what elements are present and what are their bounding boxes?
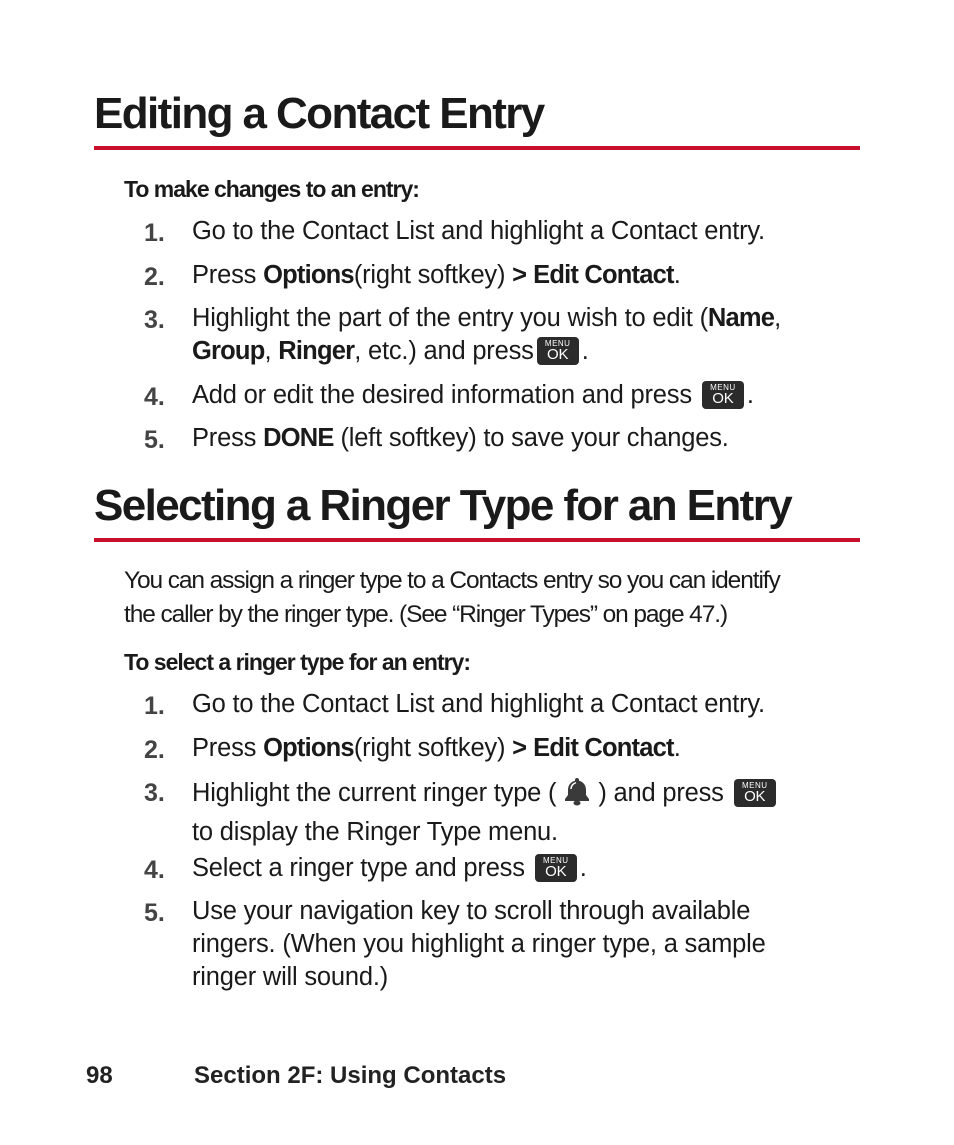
step-text-part: (right softkey) <box>353 261 513 289</box>
arrow-icon: > <box>512 261 527 289</box>
key-menu-label: MENU <box>543 856 569 865</box>
step-number: 5. <box>144 899 165 927</box>
group-label: Group <box>192 337 265 365</box>
step-text-part: to display the Ringer Type menu. <box>192 818 558 846</box>
step-text-part: Press <box>192 261 264 289</box>
step-text <box>192 732 681 765</box>
step-text-part: ) and press <box>598 779 724 807</box>
key-menu-label: MENU <box>710 383 736 392</box>
step-text <box>192 852 587 885</box>
menu-ok-key-icon <box>535 854 577 882</box>
step-text: Go to the Contact List and highlight a Contact entry. <box>192 217 765 245</box>
intro-paragraph <box>124 564 780 632</box>
menu-ok-key-icon <box>702 381 744 409</box>
key-menu-label: MENU <box>544 339 571 348</box>
step-text-part: . <box>746 381 754 409</box>
done-softkey-label: DONE <box>263 424 334 452</box>
step-text-part: Select a ringer type and press <box>192 854 525 882</box>
step-number: 5. <box>144 426 165 454</box>
step-text-part: Press <box>192 734 264 762</box>
intro-line: You can assign a ringer type to a Contacts entry so you can identify <box>124 567 780 594</box>
step-number: 1. <box>144 692 165 720</box>
subheading: To select a ringer type for an entry: <box>124 649 471 675</box>
step-text-part: (left softkey) to save your changes. <box>333 424 729 452</box>
step-number: 4. <box>144 856 165 884</box>
step-text-part: , etc.) and press <box>354 337 534 365</box>
step-text: Go to the Contact List and highlight a Contact entry. <box>192 690 765 718</box>
edit-contact-label: Edit Contact <box>533 734 674 762</box>
step-text-part: Press <box>192 424 264 452</box>
step-number: 3. <box>144 306 165 334</box>
section-title-ringer: Selecting a Ringer Type for an Entry <box>94 481 792 530</box>
step-text-part: ringer will sound.) <box>192 963 389 991</box>
step-text <box>192 259 681 292</box>
key-ok-label: OK <box>547 346 569 363</box>
step-text-part: (right softkey) <box>353 734 513 762</box>
step-text-part: Use your navigation key to scroll through available <box>192 897 751 925</box>
step-number: 4. <box>144 383 165 411</box>
step-number: 3. <box>144 779 165 807</box>
menu-ok-key-icon <box>537 337 579 365</box>
edit-contact-label: Edit Contact <box>533 261 674 289</box>
key-ok-label: OK <box>712 390 734 407</box>
step-number: 2. <box>144 736 165 764</box>
step-text-part: . <box>673 261 681 289</box>
subheading: To make changes to an entry: <box>124 176 419 202</box>
step-text-part: , <box>774 304 782 332</box>
step-text-part: . <box>579 854 587 882</box>
step-text <box>192 895 766 994</box>
step-number: 1. <box>144 219 165 247</box>
menu-ok-key-icon <box>734 779 776 807</box>
step-text-part: , <box>264 337 279 365</box>
bell-icon <box>560 775 594 816</box>
key-ok-label: OK <box>744 788 766 805</box>
step-text <box>192 422 729 455</box>
step-text-part: Highlight the part of the entry you wish to edit ( <box>192 304 708 332</box>
name-label: Name <box>707 304 775 332</box>
options-softkey-label: Options <box>263 734 354 762</box>
key-menu-label: MENU <box>741 781 768 790</box>
ringer-label: Ringer <box>278 337 355 365</box>
step-text-part: Add or edit the desired information and press <box>192 381 692 409</box>
title-rule <box>94 146 860 150</box>
options-softkey-label: Options <box>263 261 354 289</box>
step-number: 2. <box>144 263 165 291</box>
section-footer: Section 2F: Using Contacts <box>194 1062 507 1089</box>
step-text-part: . <box>581 337 589 365</box>
title-rule <box>94 538 860 542</box>
section-title-editing: Editing a Contact Entry <box>94 89 544 138</box>
step-text-part: ringers. (When you highlight a ringer type, a sample <box>192 930 766 958</box>
arrow-icon: > <box>512 734 527 762</box>
step-text <box>192 379 754 412</box>
step-text <box>192 775 779 849</box>
intro-line: the caller by the ringer type. (See “Ringer Types” on page 47.) <box>124 601 728 628</box>
key-ok-label: OK <box>545 863 567 880</box>
step-text-part: Highlight the current ringer type ( <box>192 779 557 807</box>
step-text-part: . <box>673 734 681 762</box>
step-text <box>192 302 781 368</box>
page-number: 98 <box>86 1062 113 1089</box>
